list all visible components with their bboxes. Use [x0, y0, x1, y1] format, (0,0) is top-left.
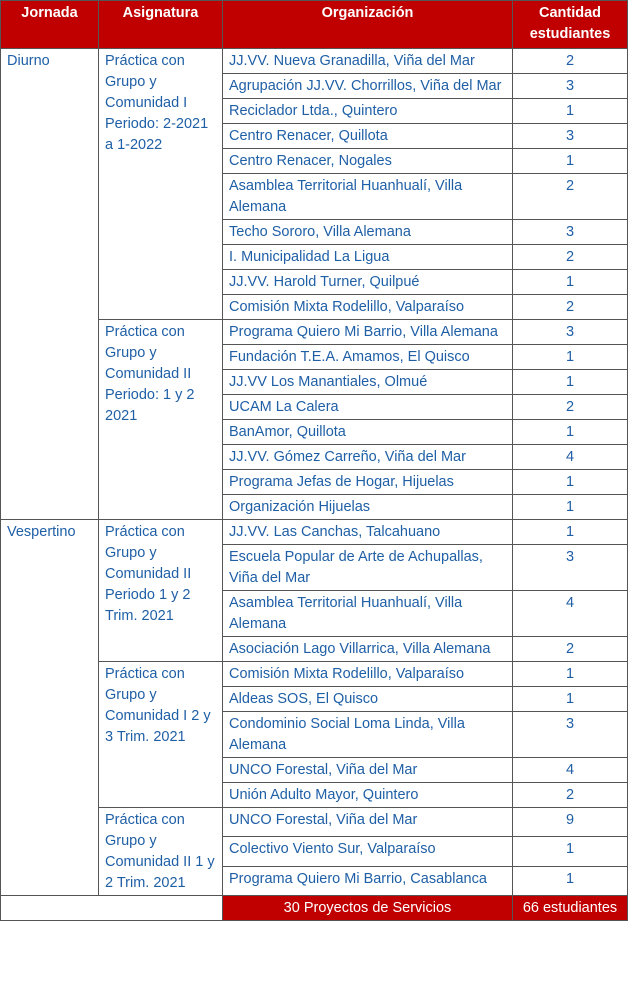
organizacion-cell: JJ.VV. Harold Turner, Quilpué	[223, 270, 513, 295]
cantidad-cell: 3	[513, 545, 628, 591]
cantidad-cell: 2	[513, 295, 628, 320]
cantidad-cell: 1	[513, 270, 628, 295]
cantidad-cell: 1	[513, 470, 628, 495]
header-asignatura: Asignatura	[99, 1, 223, 49]
cantidad-cell: 4	[513, 445, 628, 470]
cantidad-cell: 1	[513, 345, 628, 370]
cantidad-cell: 4	[513, 591, 628, 637]
organizacion-cell: I. Municipalidad La Ligua	[223, 245, 513, 270]
cantidad-cell: 2	[513, 245, 628, 270]
organizacion-cell: Unión Adulto Mayor, Quintero	[223, 783, 513, 808]
cantidad-cell: 1	[513, 370, 628, 395]
totals-label: 30 Proyectos de Servicios	[223, 896, 513, 921]
cantidad-cell: 3	[513, 320, 628, 345]
organizacion-cell: Condominio Social Loma Linda, Villa Alemana	[223, 712, 513, 758]
cantidad-cell: 1	[513, 662, 628, 687]
organizacion-cell: Asamblea Territorial Huanhualí, Villa Alemana	[223, 174, 513, 220]
organizacion-cell: Centro Renacer, Nogales	[223, 149, 513, 174]
organizacion-cell: Comisión Mixta Rodelillo, Valparaíso	[223, 662, 513, 687]
organizacion-cell: Escuela Popular de Arte de Achupallas, Viña del Mar	[223, 545, 513, 591]
cantidad-cell: 1	[513, 149, 628, 174]
organizacion-cell: Reciclador Ltda., Quintero	[223, 99, 513, 124]
organizacion-cell: Colectivo Viento Sur, Valparaíso	[223, 837, 513, 866]
cantidad-cell: 2	[513, 783, 628, 808]
header-organizacion: Organización	[223, 1, 513, 49]
organizacion-cell: UCAM La Calera	[223, 395, 513, 420]
organizacion-cell: JJ.VV Los Manantiales, Olmué	[223, 370, 513, 395]
organizacion-cell: Agrupación JJ.VV. Chorrillos, Viña del Mar	[223, 74, 513, 99]
cantidad-cell: 2	[513, 174, 628, 220]
organizacion-cell: Asociación Lago Villarrica, Villa Alemana	[223, 637, 513, 662]
cantidad-cell: 2	[513, 49, 628, 74]
table-body	[1, 49, 628, 921]
totals-row	[1, 896, 628, 921]
cantidad-cell: 1	[513, 495, 628, 520]
asignatura-cell: Práctica con Grupo y Comunidad I 2 y 3 Trim. 2021	[99, 662, 223, 808]
organizacion-cell: JJ.VV. Gómez Carreño, Viña del Mar	[223, 445, 513, 470]
organizacion-cell: Fundación T.E.A. Amamos, El Quisco	[223, 345, 513, 370]
jornada-cell: Diurno	[1, 49, 99, 520]
jornada-cell: Vespertino	[1, 520, 99, 896]
header-cantidad: Cantidad estudiantes	[513, 1, 628, 49]
table-row	[1, 49, 628, 74]
cantidad-cell: 3	[513, 124, 628, 149]
organizacion-cell: Comisión Mixta Rodelillo, Valparaíso	[223, 295, 513, 320]
cantidad-cell: 9	[513, 808, 628, 837]
organizacion-cell: Organización Hijuelas	[223, 495, 513, 520]
cantidad-cell: 2	[513, 637, 628, 662]
organizacion-cell: Programa Jefas de Hogar, Hijuelas	[223, 470, 513, 495]
asignatura-cell: Práctica con Grupo y Comunidad I Periodo: 2-2021 a 1-2022	[99, 49, 223, 320]
cantidad-cell: 1	[513, 866, 628, 895]
cantidad-cell: 1	[513, 420, 628, 445]
organizacion-cell: Aldeas SOS, El Quisco	[223, 687, 513, 712]
cantidad-cell: 1	[513, 99, 628, 124]
organizacion-cell: Programa Quiero Mi Barrio, Villa Alemana	[223, 320, 513, 345]
cantidad-cell: 1	[513, 837, 628, 866]
organizacion-cell: BanAmor, Quillota	[223, 420, 513, 445]
cantidad-cell: 3	[513, 712, 628, 758]
asignatura-cell: Práctica con Grupo y Comunidad II 1 y 2 Trim. 2021	[99, 808, 223, 896]
cantidad-cell: 2	[513, 395, 628, 420]
organizacion-cell: Asamblea Territorial Huanhualí, Villa Alemana	[223, 591, 513, 637]
organizacion-cell: JJ.VV. Las Canchas, Talcahuano	[223, 520, 513, 545]
cantidad-cell: 1	[513, 687, 628, 712]
cantidad-cell: 3	[513, 74, 628, 99]
cantidad-cell: 3	[513, 220, 628, 245]
asignatura-cell: Práctica con Grupo y Comunidad II Periodo 1 y 2 Trim. 2021	[99, 520, 223, 662]
organizacion-cell: Programa Quiero Mi Barrio, Casablanca	[223, 866, 513, 895]
organizacion-cell: Centro Renacer, Quillota	[223, 124, 513, 149]
table-row	[1, 520, 628, 545]
totals-blank-cell	[1, 896, 223, 921]
organizacion-cell: JJ.VV. Nueva Granadilla, Viña del Mar	[223, 49, 513, 74]
organizacion-cell: UNCO Forestal, Viña del Mar	[223, 758, 513, 783]
header-row	[1, 1, 628, 49]
totals-qty: 66 estudiantes	[513, 896, 628, 921]
cantidad-cell: 4	[513, 758, 628, 783]
header-jornada: Jornada	[1, 1, 99, 49]
organizacion-cell: Techo Sororo, Villa Alemana	[223, 220, 513, 245]
cantidad-cell: 1	[513, 520, 628, 545]
asignatura-cell: Práctica con Grupo y Comunidad II Periodo: 1 y 2 2021	[99, 320, 223, 520]
organizacion-cell: UNCO Forestal, Viña del Mar	[223, 808, 513, 837]
